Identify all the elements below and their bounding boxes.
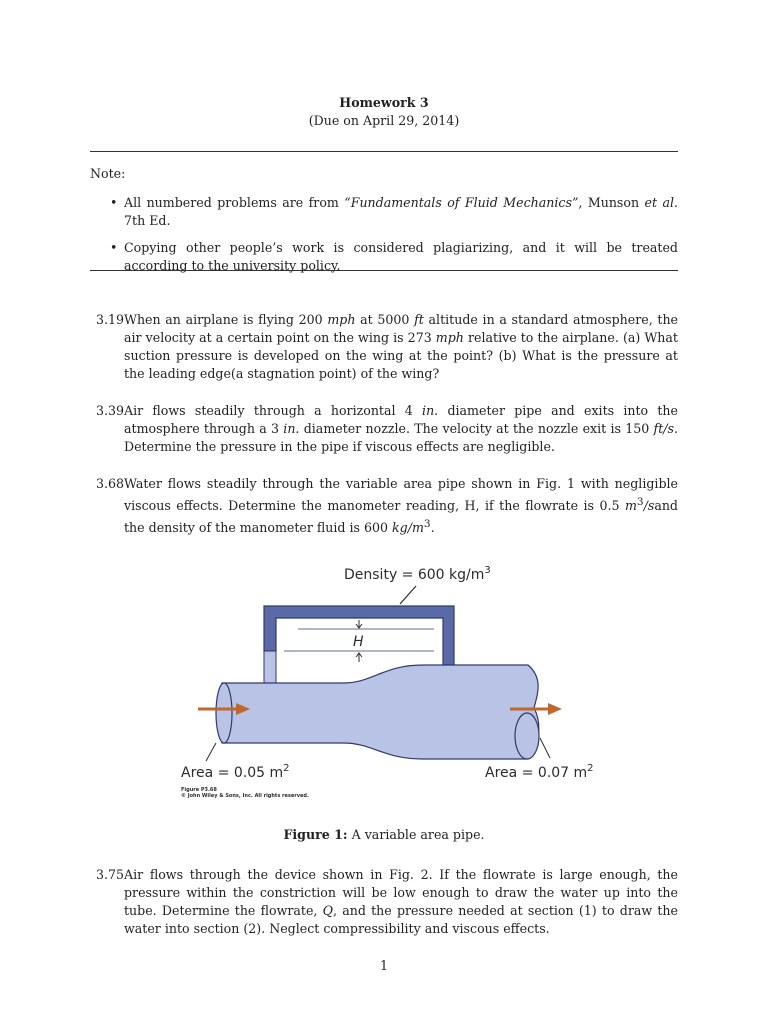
book-title: “Fundamentals of Fluid Mechanics” [344, 195, 579, 210]
note-bullet-1: • All numbered problems are from “Fundamentals of Fluid Mechanics”, Munson et al. 7th Ed. [110, 195, 678, 228]
area-left-label: Area = 0.05 $m^2$ [181, 763, 290, 781]
page-title: Homework 3 [339, 95, 429, 110]
density-leader-line [400, 586, 416, 604]
figure-caption [0, 826, 768, 844]
note-bullet-2: • Copying other people’s work is considered plagiarizing, and it will be treated according to the university policy. [110, 240, 678, 273]
problem-number: 3.39 [96, 403, 125, 418]
variable-area-pipe-figure [178, 558, 598, 808]
problem-3-68: 3.68 Water flows steadily through the variable area pipe shown in Fig. 1 with negligible viscous effects. Determine the manometer reading, H, if the flowrate is 0.5 $m^3$/sand the density of the manometer fluid is 600 $kg/m^3$. [96, 476, 678, 536]
problem-number: 3.75 [96, 867, 125, 882]
area-right-leader [540, 738, 550, 758]
outlet-flow-arrow-head [548, 703, 562, 715]
bullet-dot: • [110, 240, 118, 255]
problem-3-39: 3.39 Air flows steadily through a horizontal 4 in. diameter pipe and exits into the atmosphere through a 3 in. diameter nozzle. The velocity at the nozzle exit is 150 ft/s. Determine the pressure in the pipe if viscous effects are negligible. [96, 403, 678, 454]
due-date: (Due on April 29, 2014) [308, 113, 460, 128]
page-number: 1 [379, 958, 388, 973]
h-arrow-bottom [356, 653, 362, 662]
top-rule [90, 151, 678, 152]
problem-number: 3.19 [96, 312, 125, 327]
area-right-label: Area = 0.07 $m^2$ [485, 763, 594, 781]
figure-credit-line-1: Figure P3.68 [181, 787, 217, 793]
density-label: Density = 600 $kg/m^3$ [344, 565, 491, 583]
pipe-inlet-end [216, 683, 232, 743]
problem-number: 3.68 [96, 476, 125, 491]
pipe-outlet-end [515, 713, 539, 759]
problem-3-75: 3.75 Air flows through the device shown in Fig. 2. If the flowrate is large enough, the pressure within the constriction will be low enough to draw the water up into the tube. Determine the flowrate, Q, and the pressure needed at section (1) to draw the water into section (2). Neglect compressibility and viscous effects. [96, 867, 678, 936]
figure-credit-line-2: © John Wiley & Sons, Inc. All rights reserved. [181, 793, 309, 799]
manometer-left-leg [264, 651, 276, 683]
problem-3-19: 3.19 When an airplane is flying 200 mph at 5000 ft altitude in a standard atmosphere, the air velocity at a certain point on the wing is 273 mph relative to the airplane. (a) What suction pressure is developed on the wing at the point? (b) What is the pressure at the leading edge(a stagnation point) of the wing? [96, 312, 679, 381]
bottom-rule [90, 270, 678, 271]
bullet-dot: • [110, 195, 118, 210]
caption-label: Figure 1: [283, 827, 348, 842]
area-left-leader [206, 743, 216, 761]
h-label: H [353, 634, 364, 650]
note-label: Note: [90, 166, 126, 181]
caption-text: A variable area pipe. [347, 827, 485, 842]
h-arrow-top [356, 620, 362, 628]
